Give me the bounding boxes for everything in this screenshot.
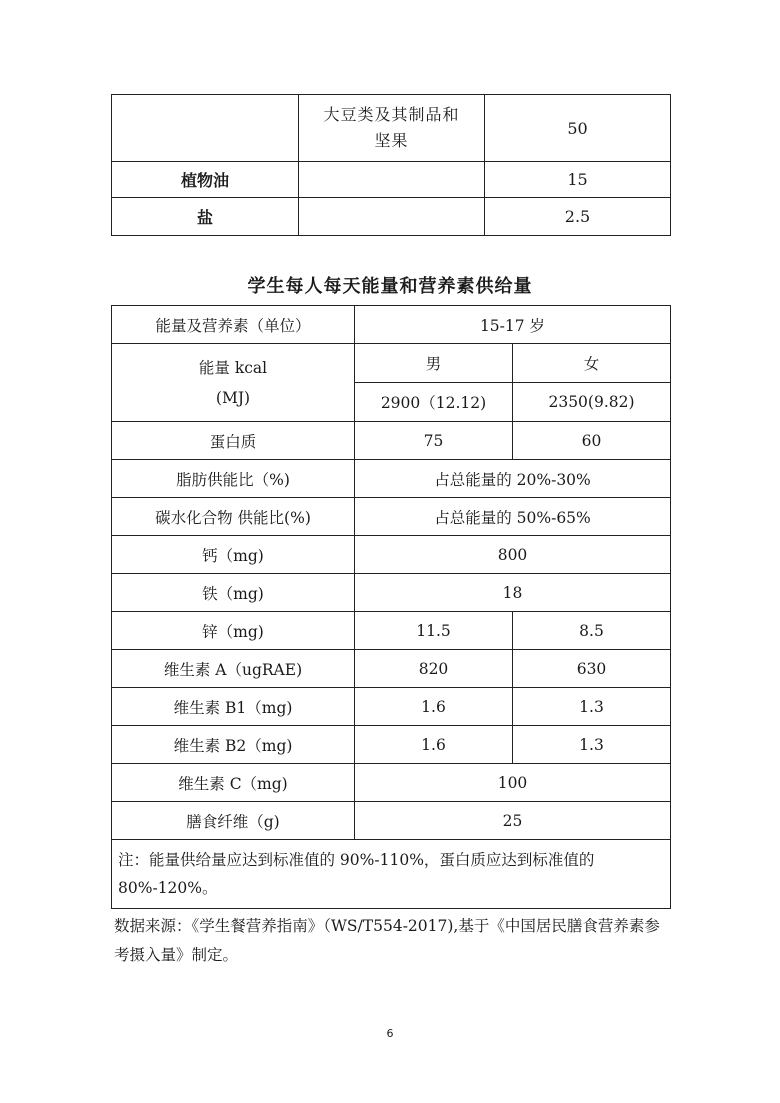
fiber-value-cell: 25 (355, 802, 671, 840)
carb-label-cell: 碳水化合物 供能比(%) (112, 498, 355, 536)
vitamin-b2-label-cell: 维生素 B2（mg) (112, 726, 355, 764)
vitamin-b2-female-cell: 1.3 (513, 726, 671, 764)
energy-label-cell (112, 344, 355, 422)
zinc-label-cell: 锌（mg) (112, 612, 355, 650)
vitamin-b1-female-cell: 1.3 (513, 688, 671, 726)
energy-label-line1: 能量 kcal (198, 358, 268, 377)
vitamin-c-value-cell: 100 (355, 764, 671, 802)
page-number: 6 (386, 1027, 394, 1040)
table-row (112, 344, 671, 383)
vitamin-a-male-cell: 820 (355, 650, 513, 688)
table-row (112, 802, 671, 840)
vitamin-b2-male-cell: 1.6 (355, 726, 513, 764)
food-category-cell: 盐 (112, 198, 299, 236)
table-title: 学生每人每天能量和营养素供给量 (247, 276, 533, 297)
table-row (112, 498, 671, 536)
food-category-cell (112, 95, 299, 162)
table-row (112, 574, 671, 612)
iron-label-cell: 铁（mg) (112, 574, 355, 612)
data-source-text: 数据来源：《学生餐营养指南》（WS/T554-2017),基于《中国居民膳食营养素参考摄入量》制定。 (114, 917, 660, 964)
protein-label-cell: 蛋白质 (112, 422, 355, 460)
table-row (112, 726, 671, 764)
vitamin-b1-label-cell: 维生素 B1（mg) (112, 688, 355, 726)
energy-male-cell: 2900（12.12) (355, 383, 513, 422)
protein-male-cell: 75 (355, 422, 513, 460)
iron-value-cell: 18 (355, 574, 671, 612)
food-subcategory-cell: 大豆类及其制品和坚果 (299, 95, 485, 162)
age-group-cell: 15-17 岁 (355, 306, 671, 344)
vitamin-a-female-cell: 630 (513, 650, 671, 688)
table-row (112, 764, 671, 802)
male-header-cell: 男 (355, 344, 513, 383)
vitamin-b1-male-cell: 1.6 (355, 688, 513, 726)
food-category-cell: 植物油 (112, 162, 299, 198)
table-row (112, 650, 671, 688)
food-amount-cell: 50 (485, 95, 671, 162)
food-subcategory-cell (299, 162, 485, 198)
header-label-cell: 能量及营养素（单位） (112, 306, 355, 344)
table-row (112, 840, 671, 909)
vitamin-a-label-cell: 维生素 A（ugRAE) (112, 650, 355, 688)
table-row (112, 422, 671, 460)
table-row (112, 306, 671, 344)
carb-value-cell: 占总能量的 50%-65% (355, 498, 671, 536)
calcium-value-cell: 800 (355, 536, 671, 574)
protein-female-cell: 60 (513, 422, 671, 460)
table-row (112, 688, 671, 726)
table-row (112, 162, 671, 198)
fat-label-cell: 脂肪供能比（%) (112, 460, 355, 498)
energy-female-cell: 2350(9.82) (513, 383, 671, 422)
table-note: 注：能量供给量应达到标准值的 90%-110%，蛋白质应达到标准值的 80%-120%。 (112, 840, 671, 909)
female-header-cell: 女 (513, 344, 671, 383)
food-subcategory-cell (299, 198, 485, 236)
table-row (112, 460, 671, 498)
fat-value-cell: 占总能量的 20%-30% (355, 460, 671, 498)
table-row (112, 198, 671, 236)
energy-label-line2: (MJ) (215, 388, 251, 407)
table-row (112, 612, 671, 650)
food-amount-cell: 15 (485, 162, 671, 198)
food-amount-cell: 2.5 (485, 198, 671, 236)
calcium-label-cell: 钙（mg) (112, 536, 355, 574)
table-row (112, 95, 671, 162)
food-amount-table (111, 94, 671, 236)
zinc-female-cell: 8.5 (513, 612, 671, 650)
vitamin-c-label-cell: 维生素 C（mg) (112, 764, 355, 802)
nutrient-supply-table (111, 305, 671, 909)
table-row (112, 536, 671, 574)
fiber-label-cell: 膳食纤维（g) (112, 802, 355, 840)
zinc-male-cell: 11.5 (355, 612, 513, 650)
